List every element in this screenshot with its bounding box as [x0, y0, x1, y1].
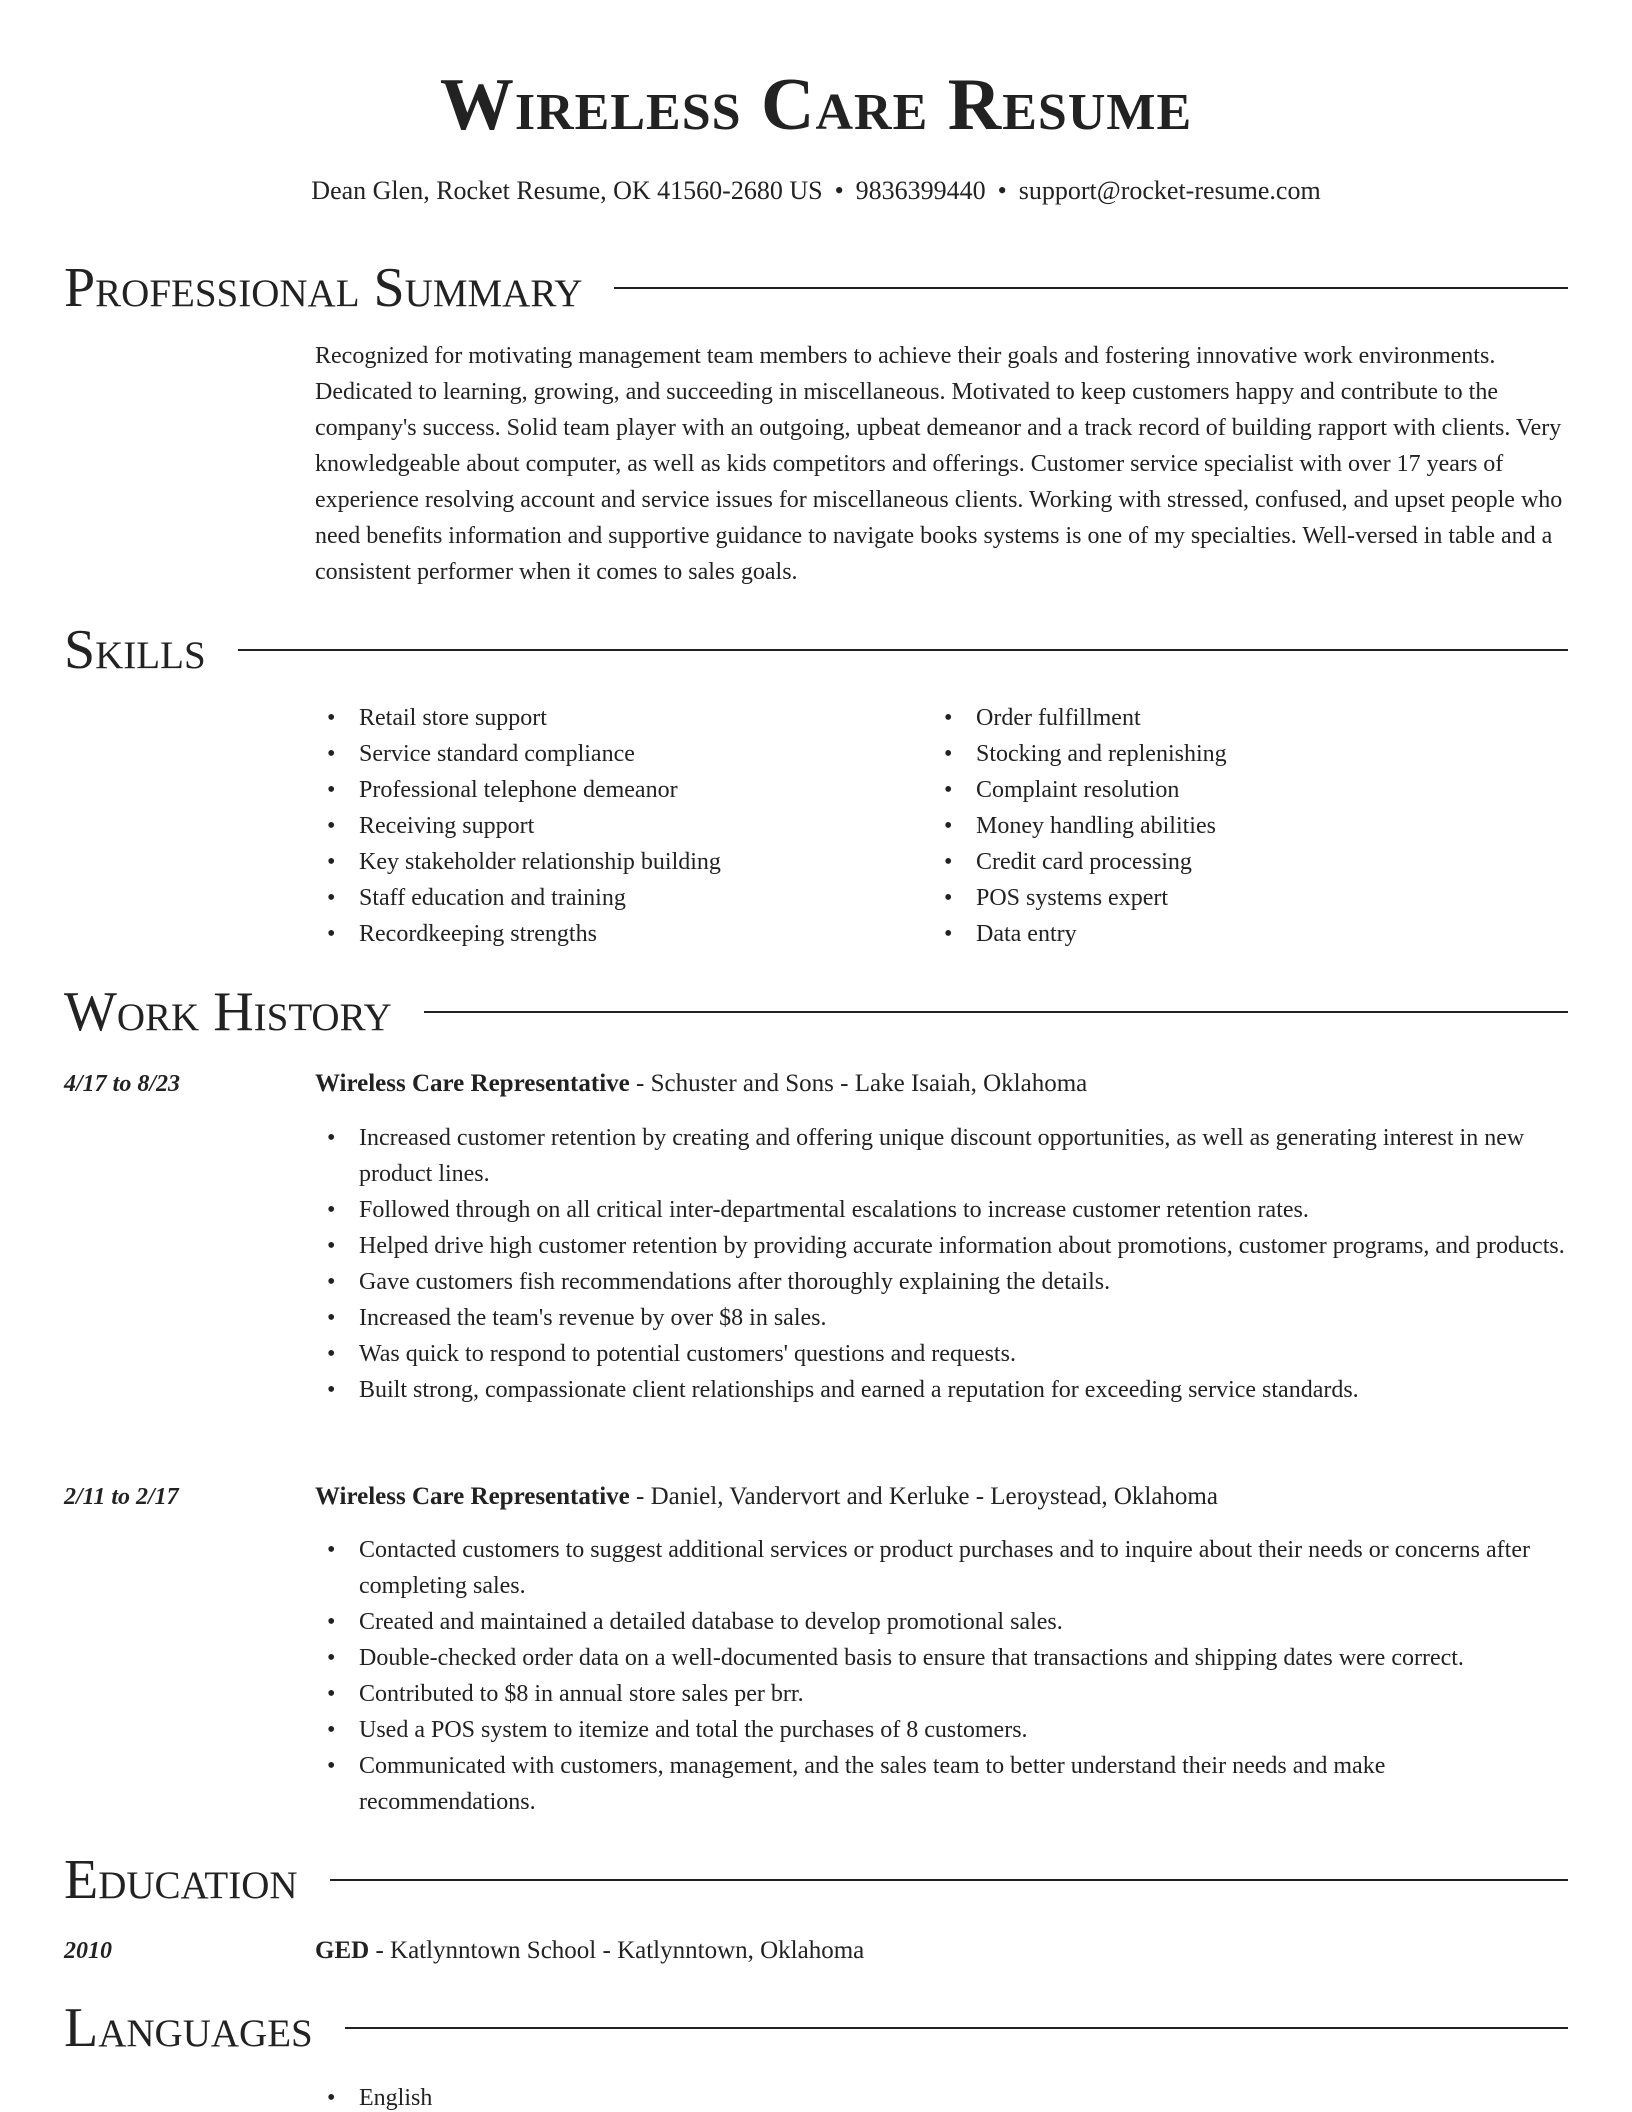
job-bullet-list — [315, 1120, 1565, 1408]
skills-heading: Skills — [64, 619, 206, 681]
skill-item: • Complaint resolution — [932, 772, 1532, 808]
skill-item: • Retail store support — [315, 700, 915, 736]
education-heading: Education — [64, 1849, 298, 1911]
education-degree: GED — [315, 1937, 370, 1964]
job-title: Wireless Care Representative — [315, 1070, 630, 1097]
job-bullets — [315, 1120, 1565, 1408]
job-bullet: • Contacted customers to suggest additional services or product purchases and to inquire about their needs or concerns after completing sales. — [315, 1532, 1565, 1604]
job-title-line — [315, 1066, 1565, 1102]
contact-phone: 9836399440 — [855, 176, 986, 205]
languages-section-header — [64, 1996, 1568, 2060]
skill-item: • Data entry — [932, 916, 1532, 952]
skill-item: • Money handling abilities — [932, 808, 1532, 844]
section-divider — [345, 2027, 1568, 2029]
job-bullets — [315, 1532, 1565, 1820]
job-bullet: • Built strong, compassionate client relationships and earned a reputation for exceeding service standards. — [315, 1372, 1565, 1408]
job-title-line — [315, 1479, 1565, 1515]
job-bullet: • Created and maintained a detailed database to develop promotional sales. — [315, 1604, 1565, 1640]
education-line — [315, 1933, 1565, 1969]
skills-column-left — [315, 700, 915, 952]
job-dates: 2/11 to 2/17 — [64, 1484, 179, 1510]
languages-list — [315, 2080, 1565, 2112]
skill-item: • Receiving support — [315, 808, 915, 844]
skill-item: • Service standard compliance — [315, 736, 915, 772]
skills-section-header — [64, 618, 1568, 682]
work-section-header — [64, 980, 1568, 1044]
languages-heading: Languages — [64, 1997, 313, 2059]
contact-address: Dean Glen, Rocket Resume, OK 41560-2680 US — [311, 176, 823, 205]
section-divider — [238, 649, 1568, 651]
languages-block — [315, 2080, 1565, 2112]
education-details: - Katlynntown School - Katlynntown, Oklahoma — [369, 1937, 865, 1964]
job-bullet: • Used a POS system to itemize and total the purchases of 8 customers. — [315, 1712, 1565, 1748]
job-bullet: • Contributed to $8 in annual store sales per brr. — [315, 1676, 1565, 1712]
contact-line — [0, 175, 1632, 207]
work-heading: Work History — [64, 981, 392, 1043]
skill-item: • Order fulfillment — [932, 700, 1532, 736]
skill-item: • Stocking and replenishing — [932, 736, 1532, 772]
section-divider — [424, 1011, 1568, 1013]
job-bullet: • Helped drive high customer retention by providing accurate information about promotions, customer programs, and products. — [315, 1228, 1565, 1264]
job-bullet: • Gave customers fish recommendations after thoroughly explaining the details. — [315, 1264, 1565, 1300]
section-divider — [330, 1879, 1568, 1881]
summary-text: Recognized for motivating management team members to achieve their goals and fostering innovative work environments. Dedicated to learning, growing, and succeeding in miscellaneous. Motivated to keep customers happy and contribute to the company's success. Solid team player with an outgoing, upbeat demeanor and a track record of building rapport with clients. Very knowledgeable about computer, as well as kids competitors and offerings. Customer service specialist with over 17 years of experience resolving account and service issues for miscellaneous clients. Working with stressed, confused, and upset people who need benefits information and supportive guidance to navigate books systems is one of my specialties. Well-versed in table and a consistent performer when it comes to sales goals. — [315, 343, 1563, 585]
skills-list-left — [315, 700, 915, 952]
resume-title: Wireless Care Resume — [439, 64, 1193, 146]
skill-item: • Staff education and training — [315, 880, 915, 916]
summary-section-header — [64, 256, 1568, 320]
contact-separator: • — [834, 176, 844, 205]
skill-item: • Recordkeeping strengths — [315, 916, 915, 952]
education-year: 2010 — [64, 1938, 112, 1964]
job-details: - Daniel, Vandervort and Kerluke - Leroystead, Oklahoma — [629, 1483, 1218, 1510]
job-details: - Schuster and Sons - Lake Isaiah, Oklahoma — [629, 1070, 1088, 1097]
skill-item: • Credit card processing — [932, 844, 1532, 880]
skill-item: • POS systems expert — [932, 880, 1532, 916]
skill-item: • Key stakeholder relationship building — [315, 844, 915, 880]
job-bullet: • Double-checked order data on a well-documented basis to ensure that transactions and shipping dates were correct. — [315, 1640, 1565, 1676]
skill-item: • Professional telephone demeanor — [315, 772, 915, 808]
job-bullet: • Followed through on all critical inter-departmental escalations to increase customer retention rates. — [315, 1192, 1565, 1228]
job-title: Wireless Care Representative — [315, 1483, 630, 1510]
language-item: • English — [315, 2080, 1565, 2112]
section-divider — [614, 287, 1568, 289]
job-bullet: • Communicated with customers, management, and the sales team to better understand their needs and make recommendations. — [315, 1748, 1565, 1820]
job-dates: 4/17 to 8/23 — [64, 1071, 181, 1097]
job-bullet-list — [315, 1532, 1565, 1820]
skills-column-right — [932, 700, 1532, 952]
contact-separator: • — [997, 176, 1007, 205]
education-section-header — [64, 1848, 1568, 1912]
contact-email: support@rocket-resume.com — [1018, 176, 1321, 205]
skills-list-right — [932, 700, 1532, 952]
job-bullet: • Increased the team's revenue by over $8 in sales. — [315, 1300, 1565, 1336]
job-bullet: • Was quick to respond to potential customers' questions and requests. — [315, 1336, 1565, 1372]
summary-heading: Professional Summary — [64, 257, 583, 319]
job-bullet: • Increased customer retention by creating and offering unique discount opportunities, as well as generating interest in new product lines. — [315, 1120, 1565, 1192]
